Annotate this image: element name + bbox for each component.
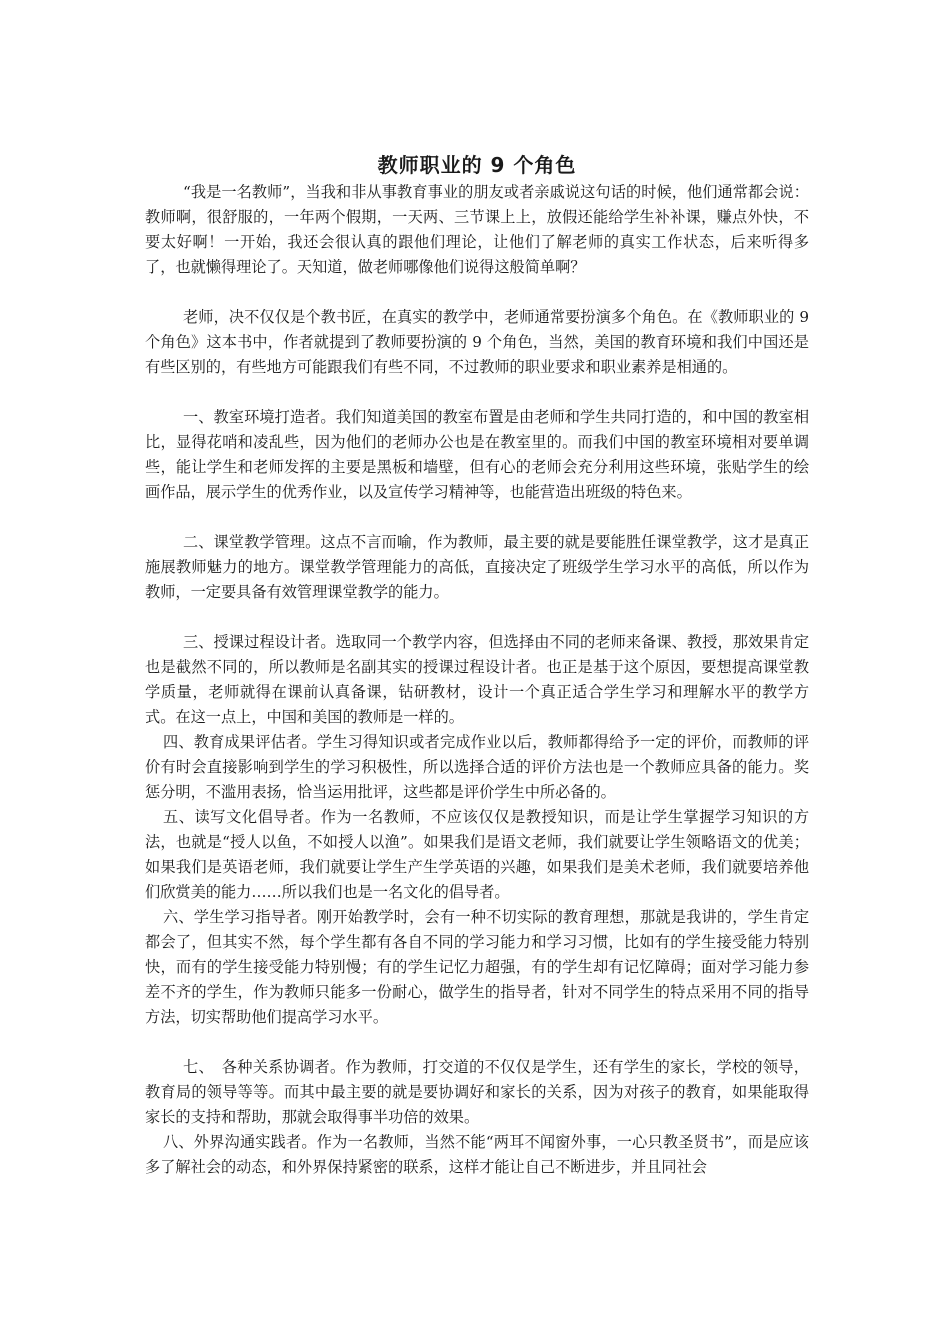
paragraph-role-6: 六、学生学习指导者。刚开始教学时，会有一种不切实际的教育理想，那就是我讲的，学生肯定都会了，但其实不然，每个学生都有各自不同的学习能力和学习习惯，比如有的学生接受能力特别快，而有的学生接受能力特别慢；有的学生记忆力超强，有的学生却有记忆障碍；面对学习能力参差不齐的学生，作为教师只能多一份耐心，做学生的指导者，针对不同学生的特点采用不同的指导方法，切实帮助他们提高学习水平。 bbox=[145, 908, 809, 1026]
paragraph-role-4: 四、教育成果评估者。学生习得知识或者完成作业以后，教师都得给予一定的评价，而教师的评价有时会直接影响到学生的学习积极性，所以选择合适的评价方法也是一个教师应具备的能力。奖惩分明，不滥用表扬，恰当运用批评，这些都是评价学生中所必备的。 bbox=[145, 733, 809, 801]
paragraph-role-3: 三、授课过程设计者。选取同一个教学内容，但选择由不同的老师来备课、教授，那效果肯定也是截然不同的，所以教师是名副其实的授课过程设计者。也正是基于这个原因，要想提高课堂教学质量，老师就得在课前认真备课，钻研教材，设计一个真正适合学生学习和理解水平的教学方式。在这一点上，中国和美国的教师是一样的。 bbox=[145, 633, 809, 726]
paragraph-role-8: 八、外界沟通实践者。作为一名教师，当然不能“两耳不闻窗外事，一心只教圣贤书”，而是应该多了解社会的动态，和外界保持紧密的联系，这样才能让自己不断进步，并且同社会 bbox=[145, 1133, 809, 1176]
paragraph-role-5: 五、读写文化倡导者。作为一名教师，不应该仅仅是教授知识，而是让学生掌握学习知识的方法，也就是“授人以鱼，不如授人以渔”。如果我们是语文老师，我们就要让学生领略语文的优美；如果我们是英语老师，我们就要让学生产生学英语的兴趣，如果我们是美术老师，我们就要培养他们欣赏美的能力……所以我们也是一名文化的倡导者。 bbox=[145, 808, 809, 901]
document-title: 教师职业的 9 个角色 bbox=[377, 153, 577, 177]
paragraph-role-1: 一、教室环境打造者。我们知道美国的教室布置是由老师和学生共同打造的，和中国的教室相比，显得花哨和凌乱些，因为他们的老师办公也是在教室里的。而我们中国的教室环境相对要单调些，能让学生和老师发挥的主要是黑板和墙壁，但有心的老师会充分利用这些环境，张贴学生的绘画作品，展示学生的优秀作业，以及宣传学习精神等，也能营造出班级的特色来。 bbox=[145, 408, 809, 501]
paragraph-nine-roles: 老师，决不仅仅是个教书匠，在真实的教学中，老师通常要扮演多个角色。在《教师职业的 9 个角色》这本书中，作者就提到了教师要扮演的 9 个角色，当然，美国的教育环境和我们中国还是有些区别的，有些地方可能跟我们有些不同，不过教师的职业要求和职业素养是相通的。 bbox=[145, 308, 809, 376]
document-page bbox=[145, 150, 809, 1180]
paragraph-role-2: 二、课堂教学管理。这点不言而喻，作为教师，最主要的就是要能胜任课堂教学，这才是真正施展教师魅力的地方。课堂教学管理能力的高低，直接决定了班级学生学习水平的高低，所以作为教师，一定要具备有效管理课堂教学的能力。 bbox=[145, 533, 809, 601]
paragraph-intro: “我是一名教师”，当我和非从事教育事业的朋友或者亲戚说这句话的时候，他们通常都会说：教师啊，很舒服的，一年两个假期，一天两、三节课上上，放假还能给学生补补课，赚点外快，不要太好啊！一开始，我还会很认真的跟他们理论，让他们了解老师的真实工作状态，后来听得多了，也就懒得理论了。天知道，做老师哪像他们说得这般简单啊？ bbox=[145, 183, 809, 276]
paragraph-role-7: 七、 各种关系协调者。作为教师，打交道的不仅仅是学生，还有学生的家长，学校的领导，教育局的领导等等。而其中最主要的就是要协调好和家长的关系，因为对孩子的教育，如果能取得家长的支持和帮助，那就会取得事半功倍的效果。 bbox=[145, 1058, 809, 1126]
